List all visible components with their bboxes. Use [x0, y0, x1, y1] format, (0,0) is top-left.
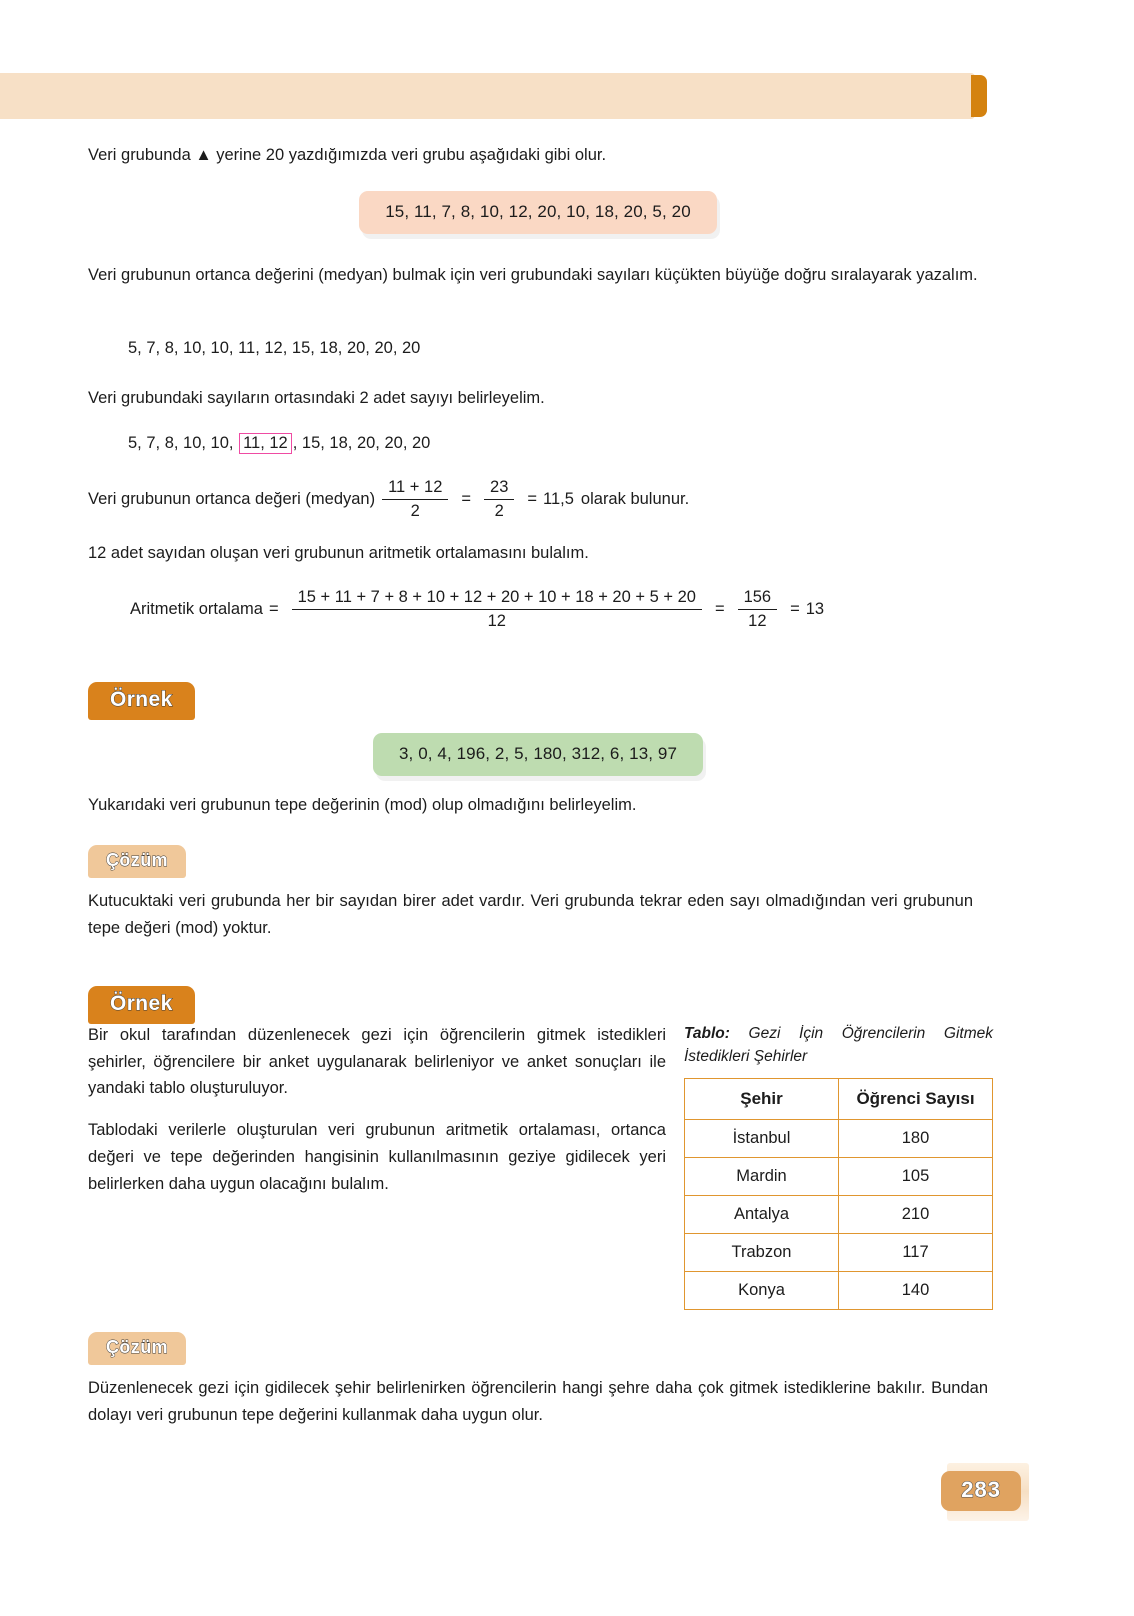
page-content: [88, 0, 993, 1616]
table-caption-text: Gezi İçin Öğrencilerin Gitmek İstedikleri Şehirler: [684, 1025, 993, 1066]
example-2-paragraph-1: Bir okul tarafından düzenlenecek gezi için öğrencilerin gitmek istedikleri şehirler, öğrencilere bir anket uygulanarak belirleniyor ve anket sonuçları ile yandaki tablo oluşturuluyor.: [88, 1026, 666, 1098]
table-row: [685, 1157, 993, 1195]
table-cell-count: 180: [839, 1119, 993, 1157]
example-2-columns: [88, 1022, 993, 1310]
equals-sign-2: =: [527, 490, 538, 508]
example-2-table-column: [684, 1022, 993, 1310]
table-cell-city: Mardin: [685, 1157, 839, 1195]
table-header-count: Öğrenci Sayısı: [839, 1078, 993, 1119]
mean-formula-row: [130, 588, 824, 631]
table-cell-city: İstanbul: [685, 1119, 839, 1157]
table-cell-city: Trabzon: [685, 1233, 839, 1271]
sorted-list: 5, 7, 8, 10, 10, 11, 12, 15, 18, 20, 20, 20: [128, 339, 421, 357]
mean-frac1-denominator: 12: [292, 609, 702, 631]
median-result: 11,5: [543, 490, 574, 508]
median-result-tail: olarak bulunur.: [580, 490, 690, 508]
median-fraction-2: [484, 478, 514, 521]
equals-sign-1: =: [461, 490, 472, 508]
median-pair-highlight: 11, 12: [239, 433, 292, 454]
cozum-badge-2: Çözüm: [88, 1332, 186, 1365]
ornek-badge-1: Örnek: [88, 682, 195, 720]
highlight-suffix: , 15, 18, 20, 20, 20: [292, 434, 431, 452]
median-fraction-1: [382, 478, 448, 521]
example-2-text-column: [88, 1022, 666, 1197]
highlight-prefix: 5, 7, 8, 10, 10,: [128, 434, 239, 452]
example-2-solution-text: Düzenlenecek gezi için gidilecek şehir belirlenirken öğrencilerin hangi şehre daha çok gitmek istediklerine bakılır. Bundan dolayı veri grubunun tepe değerini kullanmak daha uygun olur.: [88, 1379, 988, 1424]
data-box-values-2: 3, 0, 4, 196, 2, 5, 180, 312, 6, 13, 97: [373, 733, 703, 776]
mean-frac1-numerator: 15 + 11 + 7 + 8 + 10 + 12 + 20 + 10 + 18 + 20 + 5 + 20: [297, 588, 696, 606]
data-box-1-wrapper: [88, 191, 988, 234]
mean-frac2-numerator: 156: [743, 588, 772, 606]
median-frac1-numerator: 11 + 12: [388, 478, 443, 496]
student-city-table: [684, 1078, 993, 1310]
ornek-badge-2: Örnek: [88, 986, 195, 1024]
mean-fraction-1: [292, 588, 702, 631]
table-header-row: [685, 1078, 993, 1119]
example-2-paragraph-2: Tablodaki verilerle oluşturulan veri grubunun aritmetik ortalaması, ortanca değeri ve tepe değerinden hangisinin kullanılmasının geziye gidilecek yeri belirlerken daha uygun olacağını bulalım.: [88, 1121, 666, 1193]
mean-fraction-2: [738, 588, 778, 631]
median-frac2-numerator: 23: [490, 478, 509, 496]
equals-sign-5: =: [790, 600, 800, 618]
median-paragraph-1: Veri grubunun ortanca değerini (medyan) bulmak için veri grubundaki sayıları küçükten büyüğe doğru sıralayarak yazalım.: [88, 266, 978, 284]
median-paragraph-2: Veri grubundaki sayıların ortasındaki 2 adet sayıyı belirleyelim.: [88, 389, 545, 407]
data-box-values-1: 15, 11, 7, 8, 10, 12, 20, 10, 18, 20, 5, 20: [359, 191, 717, 234]
mean-paragraph-1: 12 adet sayıdan oluşan veri grubunun aritmetik ortalamasını bulalım.: [88, 544, 589, 562]
equals-sign-3: =: [268, 600, 279, 618]
mean-formula-label: Aritmetik ortalama: [130, 600, 263, 618]
median-formula-label: Veri grubunun ortanca değeri (medyan): [88, 490, 376, 508]
table-cell-city: Antalya: [685, 1195, 839, 1233]
median-frac1-denominator: 2: [382, 499, 448, 521]
cozum-badge-1: Çözüm: [88, 845, 186, 878]
table-row: [685, 1119, 993, 1157]
table-caption-label: Tablo:: [684, 1025, 730, 1042]
example-1-question: Yukarıdaki veri grubunun tepe değerinin (mod) olup olmadığını belirleyelim.: [88, 796, 637, 814]
table-row: [685, 1195, 993, 1233]
example-1-solution-text: Kutucuktaki veri grubunda her bir sayıdan birer adet vardır. Veri grubunda tekrar eden sayı olmadığından veri grubunun tepe değeri (mod) yoktur.: [88, 892, 973, 937]
table-cell-count: 117: [839, 1233, 993, 1271]
intro-line: Veri grubunda ▲ yerine 20 yazdığımızda veri grubu aşağıdaki gibi olur.: [88, 146, 607, 164]
table-row: [685, 1233, 993, 1271]
table-caption: [684, 1022, 993, 1069]
table-cell-count: 210: [839, 1195, 993, 1233]
page-number-badge: 283: [941, 1471, 1021, 1511]
table-cell-count: 140: [839, 1271, 993, 1309]
data-box-2-wrapper: [88, 733, 988, 776]
table-header-city: Şehir: [685, 1078, 839, 1119]
table-row: [685, 1271, 993, 1309]
mean-result: 13: [805, 600, 825, 618]
highlighted-list: [88, 430, 983, 457]
table-cell-city: Konya: [685, 1271, 839, 1309]
table-cell-count: 105: [839, 1157, 993, 1195]
median-formula-row: [88, 478, 689, 521]
mean-frac2-denominator: 12: [738, 609, 778, 631]
equals-sign-4: =: [714, 600, 725, 618]
median-frac2-denominator: 2: [484, 499, 514, 521]
